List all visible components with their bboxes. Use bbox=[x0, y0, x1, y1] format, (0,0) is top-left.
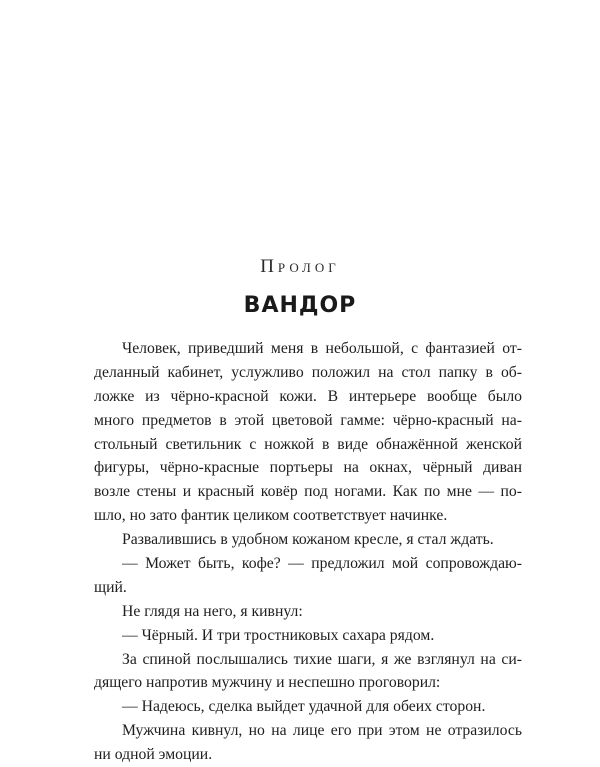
text-line: Развалившись в удобном кожаном кресле, я стал ждать. bbox=[122, 531, 494, 549]
text-line: Человек, приведший меня в небольшой, с фантазией от- bbox=[122, 340, 522, 357]
chapter-title: ВАНДОР bbox=[243, 293, 357, 318]
prologue-label: Пролог bbox=[260, 256, 340, 277]
text-line: стольный светильник с ножкой в виде обнажённой женской bbox=[94, 435, 522, 453]
text-line: — Может быть, кофе? — предложил мой сопровождаю- bbox=[122, 555, 522, 573]
text-line: много предметов в этой цветовой гамме: чёрно-красный на- bbox=[94, 411, 522, 429]
text-line: шло, но зато фантик целиком соответствует начинке. bbox=[94, 507, 448, 525]
text-line: Мужчина кивнул, но на лице его при этом не отразилось bbox=[122, 722, 522, 740]
text-line: — Надеюсь, сделка выйдет удачной для обеих сторон. bbox=[122, 698, 486, 716]
body-text bbox=[94, 337, 522, 767]
text-line: фигуры, чёрно-красные портьеры на окнах, чёрный диван bbox=[94, 459, 522, 477]
text-line: — Чёрный. И три тростниковых сахара рядом. bbox=[122, 626, 435, 644]
text-line: возле стены и красный ковёр под ногами. Как по мне — по- bbox=[94, 483, 522, 501]
text-line: щий. bbox=[94, 578, 127, 596]
text-line: Не глядя на него, я кивнул: bbox=[122, 602, 303, 620]
text-line: деланный кабинет, услужливо положил на стол папку в об- bbox=[94, 363, 522, 381]
text-line: ложке из чёрно-красной кожи. В интерьере вообще было bbox=[94, 387, 522, 405]
text-line: ни одной эмоции. bbox=[94, 746, 213, 764]
text-line: дящего напротив мужчину и неспешно проговорил: bbox=[94, 674, 441, 692]
text-line: За спиной послышались тихие шаги, я же взглянул на си- bbox=[122, 650, 522, 668]
